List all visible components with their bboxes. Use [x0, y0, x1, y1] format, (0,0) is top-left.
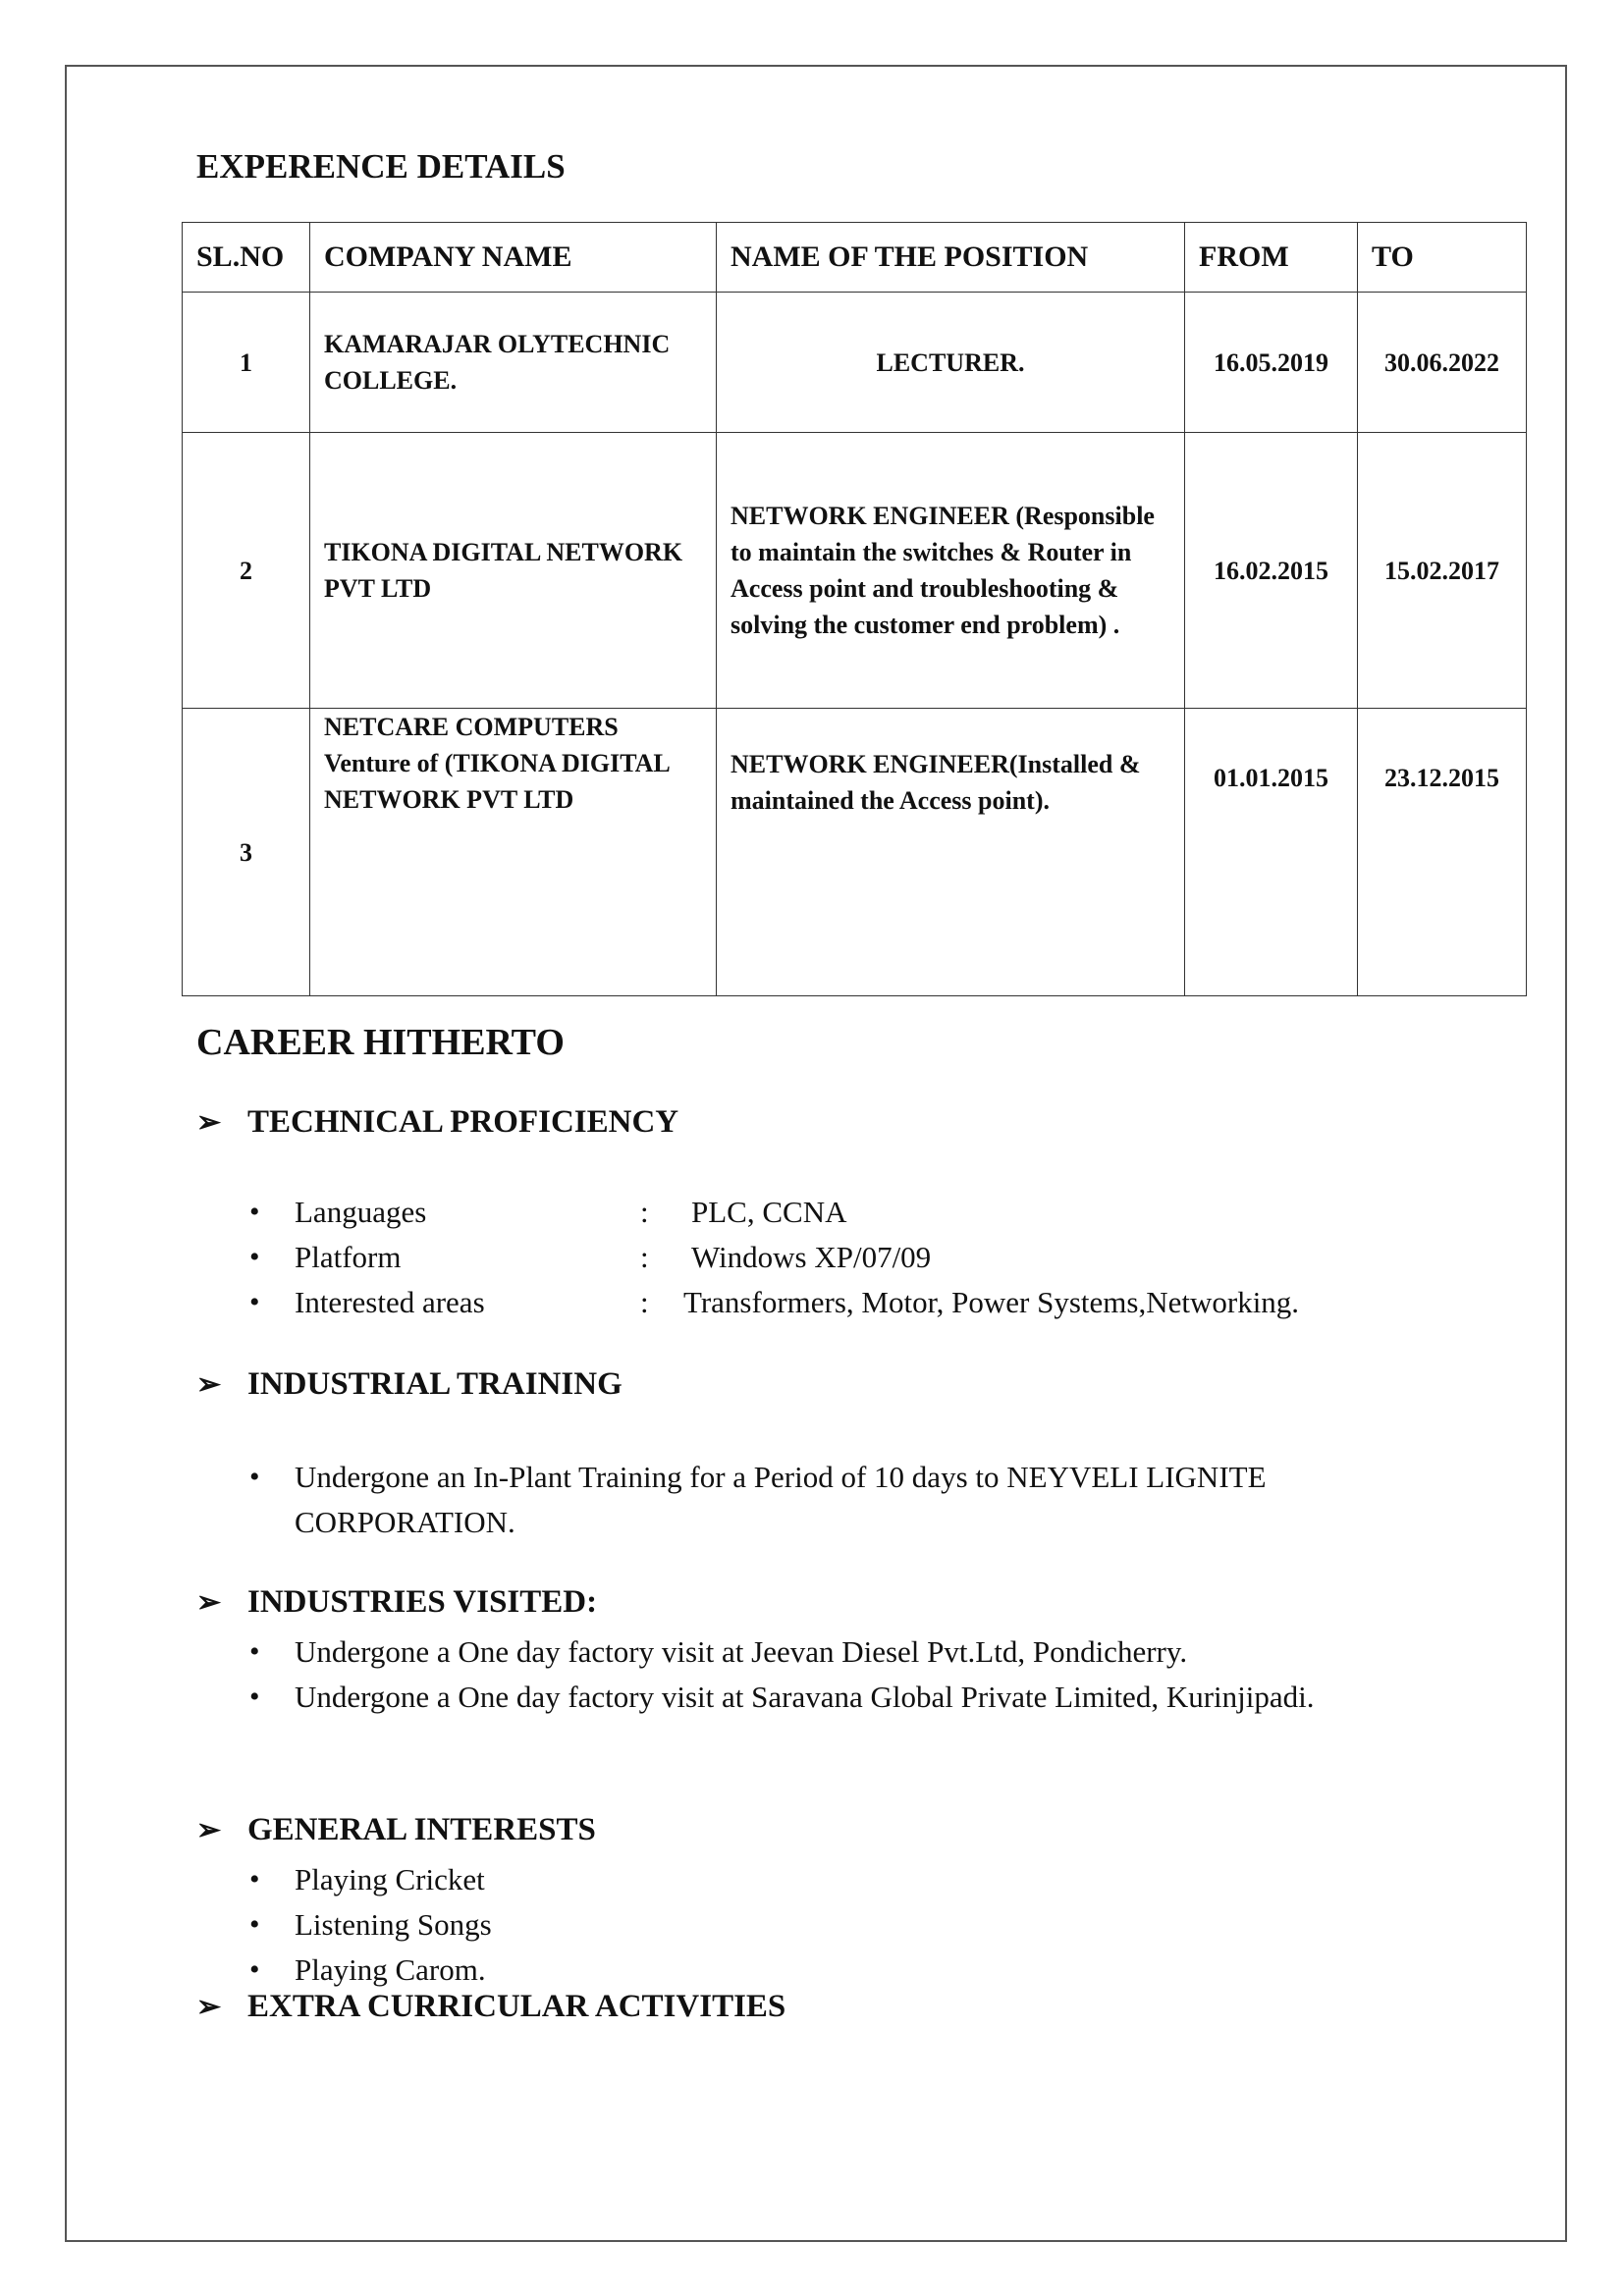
sl-cell: 3 [183, 709, 310, 996]
sl-cell: 2 [183, 433, 310, 709]
interests-list [295, 1857, 492, 1993]
training-list [295, 1455, 1424, 1545]
list-item: • Interested areas : Transformers, Motor, Power Systems,Networking. [295, 1280, 1299, 1325]
industrial-training-section [196, 1366, 623, 1403]
company-cell: TIKONA DIGITAL NETWORK PVT LTD [310, 433, 717, 709]
position-cell: NETWORK ENGINEER (Responsible to maintain the switches & Router in Access point and troubleshooting & solving the customer end problem) . [717, 433, 1185, 709]
section-title: EXTRA CURRICULAR ACTIVITIES [247, 1989, 786, 2024]
column-header: NAME OF THE POSITION [717, 223, 1185, 293]
company-cell: NETCARE COMPUTERS Venture of (TIKONA DIGITAL NETWORK PVT LTD [310, 709, 717, 996]
column-header: COMPANY NAME [310, 223, 717, 293]
to-cell: 23.12.2015 [1358, 709, 1527, 996]
table-row [183, 709, 1527, 996]
section-title: GENERAL INTERESTS [247, 1812, 596, 1847]
from-cell: 16.05.2019 [1185, 293, 1358, 433]
to-cell: 15.02.2017 [1358, 433, 1527, 709]
arrow-bullet-icon: ➢ [196, 1991, 222, 2023]
position-cell: LECTURER. [717, 293, 1185, 433]
list-item: • Platform : Windows XP/07/09 [295, 1235, 1299, 1280]
technical-proficiency-section [196, 1104, 678, 1141]
section-title: TECHNICAL PROFICIENCY [247, 1104, 679, 1140]
extra-curricular-section [196, 1989, 785, 2025]
section-title: INDUSTRIAL TRAINING [247, 1366, 623, 1402]
arrow-bullet-icon: ➢ [196, 1106, 222, 1139]
table-row [183, 433, 1527, 709]
from-cell: 01.01.2015 [1185, 709, 1358, 996]
company-cell: KAMARAJAR OLYTECHNIC COLLEGE. [310, 293, 717, 433]
list-item: • Undergone a One day factory visit at Jeevan Diesel Pvt.Ltd, Pondicherry. [295, 1629, 1424, 1675]
list-item: • Undergone an In-Plant Training for a Period of 10 days to NEYVELI LIGNITE CORPORATION. [295, 1455, 1424, 1545]
list-item: • Playing Carom. [295, 1948, 492, 1993]
column-header: TO [1358, 223, 1527, 293]
visited-list [295, 1629, 1424, 1720]
career-heading: CAREER HITHERTO [196, 1022, 565, 1063]
technical-list [295, 1190, 1299, 1325]
general-interests-section [196, 1812, 596, 1848]
column-header: SL.NO [183, 223, 310, 293]
table-header-row [183, 223, 1527, 293]
arrow-bullet-icon: ➢ [196, 1586, 222, 1619]
experience-table [182, 222, 1527, 996]
experience-heading: EXPERENCE DETAILS [196, 147, 566, 186]
column-header: FROM [1185, 223, 1358, 293]
section-title: INDUSTRIES VISITED: [247, 1584, 598, 1620]
table-row [183, 293, 1527, 433]
arrow-bullet-icon: ➢ [196, 1368, 222, 1401]
list-item: • Languages : PLC, CCNA [295, 1190, 1299, 1235]
list-item: • Playing Cricket [295, 1857, 492, 1902]
position-cell: NETWORK ENGINEER(Installed & maintained the Access point). [717, 709, 1185, 996]
industries-visited-section [196, 1584, 597, 1621]
sl-cell: 1 [183, 293, 310, 433]
list-item: • Undergone a One day factory visit at Saravana Global Private Limited, Kurinjipadi. [295, 1675, 1424, 1720]
arrow-bullet-icon: ➢ [196, 1814, 222, 1846]
from-cell: 16.02.2015 [1185, 433, 1358, 709]
to-cell: 30.06.2022 [1358, 293, 1527, 433]
list-item: • Listening Songs [295, 1902, 492, 1948]
